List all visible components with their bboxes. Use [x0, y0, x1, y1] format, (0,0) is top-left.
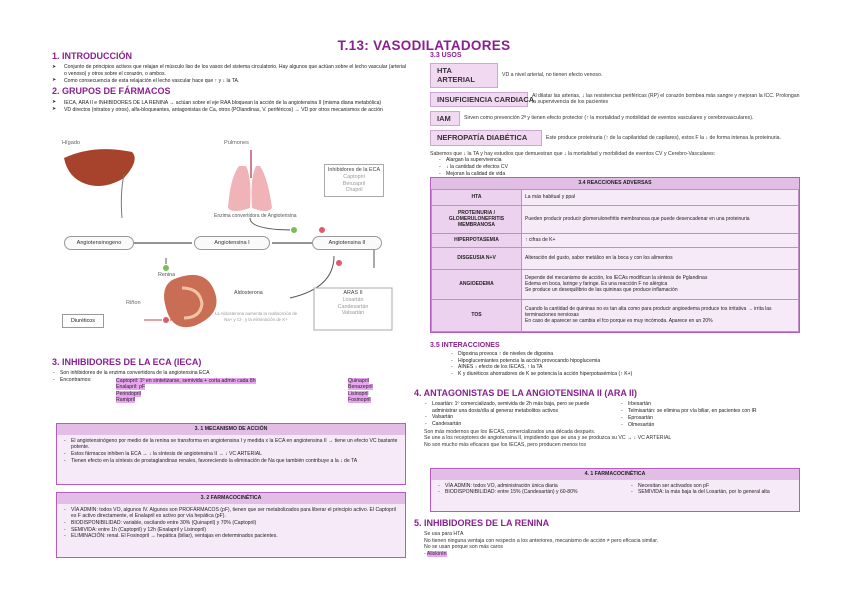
renina-section [414, 516, 802, 557]
mecanismo-list [57, 435, 405, 468]
reac-item: Alteración del gusto, sabor metálico en la boca y con los alimentos [525, 254, 673, 261]
lung-left [228, 166, 251, 211]
interacciones-list [450, 351, 802, 378]
uso-nef-text: Este produce proteinuria (↑ de la capilaridad de capilares), estos F la ↓ de forma intensa la proteinuria. [546, 134, 782, 141]
liver-shape [64, 149, 135, 186]
renina-line-2: No tienen ninguna ventaja con respecto a los anteriores, mecanismo de acción ≠ pero eficacia similar. [424, 537, 659, 544]
right-column [430, 52, 802, 178]
farmacocinetica-heading: 3. 2 FARMACOCINÉTICA [57, 493, 405, 504]
ieca-line-1: - Son inhibidores de la enzima convertidora de la angiotensina ECA [52, 370, 410, 376]
ara-drug-3: Valsartán [341, 310, 365, 317]
renina-heading: 5. INHIBIDORES DE LA RENINA [414, 518, 550, 528]
ara-item: - Olmesartán [620, 422, 790, 428]
intro-list [52, 64, 410, 84]
interaccion-item: - K y diuréticos ahorradores de K se potencia la acción hiperpotasémica (↑ K+) [450, 371, 802, 377]
uso-iam-tag: IAM [430, 111, 460, 126]
angiotensinogeno-node: Angiotensinogeno [64, 236, 134, 250]
reac-row [432, 269, 799, 299]
eca-drug-3: Chapril [345, 187, 363, 194]
ara-right-list [620, 401, 790, 428]
ieca-drug: Fosinopril [348, 397, 371, 404]
uso-ic-tag: INSUFICIENCIA CARDIACA [430, 92, 528, 107]
ieca-drug: Lisinopril [348, 390, 369, 397]
reac-val [522, 189, 799, 205]
ara-farmaco-body [431, 480, 799, 500]
ieca-drug: Ramipril [116, 397, 136, 404]
ieca-heading: 3. INHIBIDORES DE LA ECA (IECA) [52, 357, 202, 367]
ieca-drug: Perindopril [116, 390, 141, 397]
raa-diagram [54, 138, 406, 348]
reac-item: Pueden producir producir glomerulonefritis membranosa que puede desencadenar en una proteinuria [525, 215, 750, 222]
grupos-heading: 2. GRUPOS DE FÁRMACOS [52, 86, 171, 97]
farmaco-line-4: - ELIMINACIÓN: renal. El Fosinopril → hepática (biliar), ventajas en determinados pacientes. [63, 533, 399, 539]
uso-iam-text: Sirven como prevención 2ª y tienen efecto protector (↑ la mortalidad y morbilidad de eventos vasculares y cerebrovasculares). [464, 115, 754, 122]
ara-farmaco-item: - VÍA ADMIN: todos VO, administración única diaria [437, 483, 622, 489]
diureticos-box: Diuréticos [62, 314, 104, 328]
grupos-list [52, 100, 410, 114]
ara-item: - Eprosartán [620, 415, 790, 421]
mecanismo-line-3: - Tienen efecto en la síntesis de prostaglandinas renales, favoreciendo la eliminación de Na que también contribuye a la ↓ de TA [63, 458, 399, 464]
usos-item-3: - Mejoran la calidad de vida [438, 171, 802, 177]
renina-line-4: - Aliskirén [424, 550, 447, 557]
reac-item: Edema en boca, laringe y faringe. Es una reacción F no alérgica [525, 280, 668, 287]
reac-item: Cuando la cantidad de quininas no es tan alta como para producir angioedema produce tos irritativa → irrita las terminaciones nerviosas [525, 305, 772, 318]
reac-key: TOS [432, 299, 522, 331]
usos-item-2: - ↓ la cantidad de efectos CV [438, 164, 802, 170]
reac-key: HTA [432, 189, 522, 205]
reac-item: En caso de aparecer se cambia el fco porque es muy incómoda. Aparece en un 20% [525, 318, 713, 325]
lungs-label: Pulmones [224, 140, 249, 146]
uso-nef [430, 130, 802, 145]
ieca-drug: Benazepril [348, 384, 373, 391]
ara-section [414, 386, 802, 448]
ara-item: - Irbesartán [620, 401, 790, 407]
ieca-drugs-left [116, 378, 286, 404]
farmaco-line-2: - BIODISPONIBILIDAD: variable, oscilando entre 30% (Quinapril) y 70% (Captopril) [63, 520, 399, 526]
reac-row [432, 299, 799, 331]
eca-drug-2: Benzapril [342, 180, 366, 187]
reac-row [432, 205, 799, 233]
kidney-shape [164, 275, 217, 327]
mecanismo-line-2: - Estos fármacos inhiben la ECA → ↓ la síntesis de angiotensina II → ↓ VC ARTERIAL [63, 451, 399, 457]
ara-farmaco-heading: 4. 1 FARMACOCINÉTICA [431, 469, 799, 480]
reac-val [522, 269, 799, 299]
ara-left-list [424, 401, 610, 428]
ieca-line-2: - Encontramos: [52, 377, 410, 383]
uso-nef-tag: NEFROPATÍA DIABÉTICA [430, 130, 542, 145]
uso-hta [430, 63, 802, 88]
farmaco-line-3: - SEMIVIDA: entre 1h (Captopril) y 12h (Enalapril y Lisinopril) [63, 527, 399, 533]
ara-paragraph-2: Se une a los receptores de angiotensina II, impidiendo que se una y se produzca su VC → ↓ VC ARTERIAL [424, 435, 672, 442]
farmacocinetica-list [57, 504, 405, 544]
reacciones-heading: 3.4 REACCIONES ADVERSAS [431, 178, 799, 189]
ara-farmaco-left [437, 483, 622, 497]
ara-farmaco-box [430, 468, 800, 512]
reac-item: Depende del mecanismo de acción, los IECAs modifican la síntesis de Pglandinas [525, 274, 708, 281]
uso-iam [430, 111, 802, 126]
reac-key: PROTEINURIA / GLOMERULONEFRITIS MEMBRANOSA [432, 205, 522, 233]
reac-key: HIPERPOTASEMIA [432, 233, 522, 247]
uso-ic-text: Al dilatar las arterias, ↓ las resistencias periféricas (RP) el corazón bombea más sangre y mejoran la ICC. Prolongan la supervivencia de los pacientes [532, 92, 800, 106]
aldosterona-label: Aldosterona [234, 290, 263, 296]
ara-farmaco-item: - BIODISPONIBILIDAD: entre 15% (Candesartán) y 60-80% [437, 489, 622, 495]
left-column [52, 49, 410, 114]
mecanismo-heading: 3. 1 MECANISMO DE ACCIÓN [57, 424, 405, 435]
ara-drug-2: Candesartán [337, 303, 369, 310]
usos-paragraph: Sabemos que ↓ la TA y hay estudios que demuestran que ↓ la mortalidad y morbilidad de eventos CV y Cerebro-Vasculares: [430, 150, 716, 157]
reac-val [522, 299, 799, 331]
reac-val [522, 233, 799, 247]
ara-drug-1: Losartán [342, 296, 364, 303]
aldosterona-text: La Aldosterona aumenta la reabsorción de Na+ y Cl-, y la eliminación de K+ [214, 311, 298, 322]
mecanismo-box [56, 423, 406, 485]
intro-bullet-2: ➤ Como consecuencia de esta relajación el lecho vascular hace que ↑ y ↓ la TA. [52, 78, 410, 84]
intro-heading: 1. INTRODUCCIÓN [52, 51, 133, 61]
ieca-drug-grid [116, 378, 410, 412]
grupos-bullet-1: ➤ IECA, ARA II e INHIBIDORES DE LA RENINA → actúan sobre el eje RAA bloquean la acción de la angiotensina II (misma diana metabólica) [52, 100, 410, 106]
ara-box [316, 290, 390, 317]
renina-line-1: Se usa para HTA [424, 531, 464, 538]
usos-item-1: - Alargan la supervivencia [438, 157, 802, 163]
usos-list [438, 157, 802, 177]
lung-right [252, 166, 273, 211]
reacciones-table [431, 189, 799, 332]
ara-paragraph-3: No son mucho más eficaces que los IECAS, pero producen menos tos [424, 441, 587, 448]
reac-item: ↑ cifras de K+ [525, 236, 556, 243]
ara-item: - Valsartán [424, 414, 610, 420]
ara-item: - Telmisartán: se elimina por vía biliar, en pacientes con IR [620, 408, 790, 414]
farmaco-line-1: - VÍA ADMIN: todos VO, algunos IV. Algunos son PROFÁRMACOS (pF), tienen que ser metabolizados para liberar el principio activo. El Captopril es F activo directamente, el Enalapril es activo por vía hepática (pF). [63, 507, 399, 520]
interaccion-item: - Hipoglucemiantes potencia la acción provocando hipoglucemia [450, 358, 802, 364]
interaccion-item: - Digoxina provoca ↑ de niveles de digoxina [450, 351, 802, 357]
eca-drug-1: Captopril [343, 173, 365, 180]
ieca-drugs-right [348, 378, 408, 404]
ara-farmaco-item: - SEMIVIDA: la más baja la del Losartán, por lo general alta [630, 489, 790, 495]
angiotensina1-node: Angiotensina I [194, 236, 270, 250]
ara-heading: 4. ANTAGONISTAS DE LA ANGIOTENSINA II (ARA II) [414, 388, 638, 398]
uso-ic [430, 92, 802, 107]
ara-farmaco-right [630, 483, 790, 497]
reac-row [432, 233, 799, 247]
interaccion-item: - AINES ↓ efecto de los IECAS, ↑ la TA [450, 364, 802, 370]
reac-key: ANGIOEDEMA [432, 269, 522, 299]
reacciones-box [430, 177, 800, 333]
ara-item: - Candesartán [424, 421, 610, 427]
reac-key: DISGEUSIA N+V [432, 247, 522, 269]
farmacocinetica-box [56, 492, 406, 558]
renina-label: Renina [158, 272, 176, 278]
reac-item: La más habitual y ppal [525, 193, 576, 200]
ara-item: - Losartán: 1º comercializado, semivida de 2h más baja, pero se puede administrar una dosis/día al generar metabolitos activos [424, 401, 610, 414]
angiotensina2-node: Angiotensina II [312, 236, 382, 250]
interacciones-section [430, 342, 802, 378]
renina-line-3: No se usan porque son más caros [424, 544, 504, 551]
mecanismo-line-1: - El angiotensinógeno por medio de la renina se transforma en angiotensina I y medida x la ECA en angiotensina II → tiene un efecto VC bastante potente. [63, 438, 399, 451]
page-title: T.13: VASODILATADORES [337, 38, 511, 53]
grupos-bullet-2: ➤ VD directos (nitratos y otros), alfa-bloqueantes, antagonistas de Ca, otros (POlandinas, V. periféricos) → VD por otros mecanismos de acción [52, 107, 410, 113]
ara-farmaco-item: - Necesitan ser activados son pF [630, 483, 790, 489]
aliskiren-label: Aliskirén [426, 550, 447, 557]
ieca-section [52, 355, 410, 412]
ieca-drug: Quinapril [348, 377, 369, 384]
usos-heading: 3.3 USOS [430, 52, 462, 59]
ara-paragraph-1: Son más modernos que los IECAS, comercializados una década después. [424, 428, 596, 435]
uso-hta-tag: HTA ARTERIAL [430, 63, 498, 88]
reac-val [522, 205, 799, 233]
liver-label: Hígado [62, 140, 81, 146]
ieca-drug: Enalapril: pF [116, 384, 146, 391]
ara-box-title: ARAS II [343, 290, 363, 296]
rinon-label: Riñon [126, 300, 141, 306]
reac-item: Se produce un desequilibrio de las quininas que produce inflamación [525, 287, 678, 294]
eca-inhibitor-box [324, 164, 384, 197]
ieca-drug: Captopril: 1º en sintetizarse, semivida + corta admin cada 8h [116, 377, 256, 384]
uso-hta-text: VD a nivel arterial, no tienen efecto venoso. [502, 71, 603, 78]
eca-box-title: Inhibidores de la ECA [327, 167, 381, 173]
interacciones-heading: 3.5 INTERACCIONES [430, 342, 500, 349]
reac-val [522, 247, 799, 269]
enzima-label: Enzima convertidora de Angiotensina [214, 213, 297, 219]
reac-row [432, 247, 799, 269]
reac-row [432, 189, 799, 205]
intro-bullet-1: ➤ Conjunto de principios activos que relajan el músculo liso de los vasos del sistema circulatorio. Hay algunos que actúan sobre el lecho vascular (arterial o venoso) y otros sobre el corazón, o ambos. [52, 64, 410, 77]
ara-drug-lists [424, 401, 802, 428]
